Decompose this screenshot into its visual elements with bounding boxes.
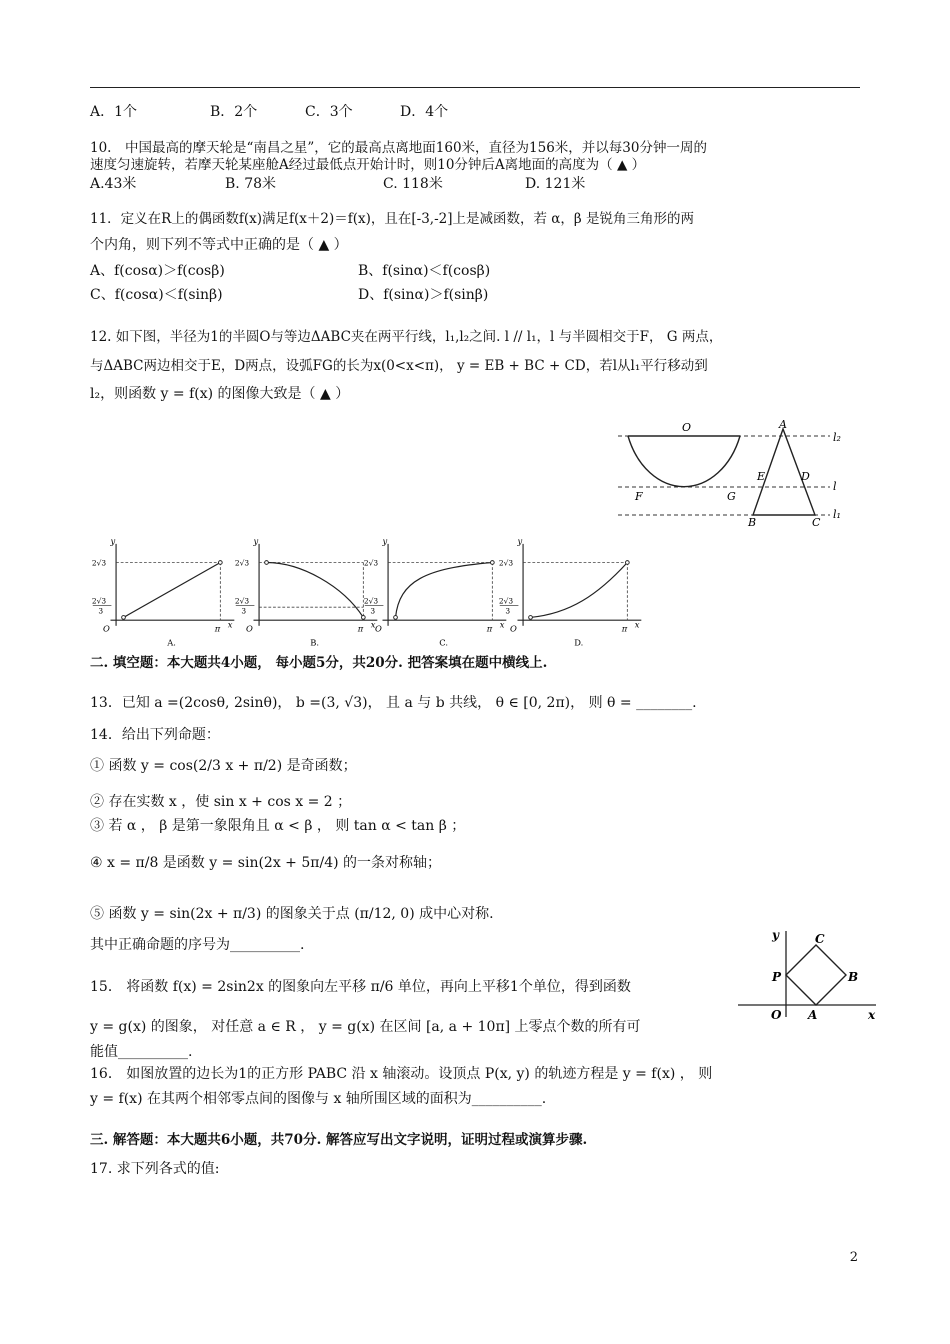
label-p-vertex: P	[772, 970, 782, 984]
endpoint	[394, 616, 398, 620]
label-c-vertex: C	[815, 932, 825, 946]
mid-value-denominator: 3	[505, 606, 511, 616]
label-origin: O	[771, 1008, 782, 1022]
y-label: y	[110, 535, 116, 546]
label-l1: l₁	[833, 508, 841, 521]
graph-caption: D.	[574, 637, 584, 648]
origin-label: O	[246, 623, 253, 634]
label-d: D	[801, 470, 810, 483]
rolling-square-diagram	[738, 925, 878, 1025]
q9-option-b: B．2个	[210, 104, 258, 120]
q11-option-c: C、f(cosα)＜f(sinβ)	[90, 287, 223, 303]
curve	[267, 563, 364, 618]
semicircle-triangle-diagram	[615, 420, 850, 528]
q16-line1: 16． 如图放置的边长为1的正方形 PABC 沿 x 轴滚动。设顶点 P(x, y) 的轨迹方程是 y = f(x) ， 则	[90, 1066, 713, 1082]
origin-label: O	[510, 623, 517, 634]
pi-label: π	[214, 623, 221, 634]
q14-answer: 其中正确命题的序号为__________.	[90, 937, 305, 953]
q11-option-b: B、f(sinα)＜f(cosβ)	[358, 263, 491, 279]
mid-value-numerator: 2√3	[498, 596, 514, 606]
page-number: 2	[849, 1250, 858, 1265]
mid-value-numerator: 2√3	[91, 596, 107, 606]
label-f: F	[635, 490, 643, 503]
q11-line1: 11．定义在R上的偶函数f(x)满足f(x＋2)＝f(x)，且在[-3,-2]上是减函数，若 α，β 是锐角三角形的两	[90, 211, 694, 227]
x-label: x	[370, 619, 376, 630]
answer-graph-c	[362, 532, 505, 648]
top-value-label: 2√3	[91, 558, 107, 568]
top-value-label: 2√3	[234, 558, 250, 568]
x-label: x	[227, 619, 233, 630]
q11-line2: 个内角，则下列不等式中正确的是（ ▲ ）	[90, 237, 348, 253]
q10-option-c: C. 118米	[383, 176, 443, 192]
x-label: x	[634, 619, 640, 630]
section2-heading: 二. 填空题：本大题共4小题， 每小题5分，共20分. 把答案填在题中横线上.	[90, 655, 548, 671]
label-x-axis: x	[868, 1008, 876, 1022]
q14-item5: ⑤ 函数 y = sin(2x + π/3) 的图象关于点 (π/12, 0) 成中心对称.	[90, 906, 494, 922]
y-label: y	[253, 535, 259, 546]
q15-line2: y = g(x) 的图象， 对任意 a ∈ R ， y = g(x) 在区间 [a, a + 10π] 上零点个数的所有可	[90, 1019, 641, 1035]
endpoint	[122, 616, 126, 620]
curve	[124, 563, 221, 618]
answer-graph-b	[233, 532, 376, 648]
q13: 13．已知 a =(2cosθ, 2sinθ)， b =(3, √3)， 且 a 与 b 共线， θ ∈ [0, 2π)， 则 θ = ________.	[90, 695, 697, 711]
pi-label: π	[621, 623, 628, 634]
graph-caption: A.	[167, 637, 176, 648]
q9-option-d: D．4个	[400, 104, 449, 120]
q14-item4: ④ x = π/8 是函数 y = sin(2x + 5π/4) 的一条对称轴；	[90, 855, 442, 871]
mid-value-numerator: 2√3	[363, 596, 379, 606]
pi-label: π	[486, 623, 493, 634]
q9-option-c: C．3个	[305, 104, 353, 120]
graph-caption: B.	[310, 637, 320, 648]
q14-intro: 14．给出下列命题：	[90, 727, 220, 743]
label-b-vertex: B	[848, 970, 859, 984]
answer-graph-d	[497, 532, 640, 648]
q10-option-d: D. 121米	[525, 176, 586, 192]
origin-label: O	[375, 623, 382, 634]
q16-line2: y = f(x) 在其两个相邻零点间的图像与 x 轴所围区域的面积为__________.	[90, 1091, 547, 1107]
top-value-label: 2√3	[498, 558, 514, 568]
x-label: x	[499, 619, 505, 630]
mid-value-denominator: 3	[370, 606, 376, 616]
answer-graph-a	[90, 532, 233, 648]
label-y-axis: y	[772, 928, 779, 942]
q9-option-a: A．1个	[90, 104, 138, 120]
q11-option-a: A、f(cosα)＞f(cosβ)	[90, 263, 225, 279]
mid-value-denominator: 3	[98, 606, 104, 616]
curve	[396, 563, 493, 618]
q12-line3: l₂，则函数 y = f(x) 的图像大致是（ ▲ ）	[90, 386, 350, 402]
graph-caption: C.	[439, 637, 449, 648]
label-a-vertex: A	[808, 1008, 818, 1022]
endpoint	[265, 561, 269, 565]
label-o: O	[682, 421, 692, 434]
q12-line1: 12. 如下图，半径为1的半圆O与等边ΔABC夹在两平行线，l₁,l₂之间. l // l₁，l 与半圆相交于F， G 两点，	[90, 329, 723, 345]
q14-item2: ② 存在实数 x ，使 sin x + cos x = 2 ；	[90, 794, 352, 810]
endpoint	[490, 561, 494, 565]
top-value-label: 2√3	[363, 558, 379, 568]
mid-value-denominator: 3	[241, 606, 247, 616]
q14-item1: ① 函数 y = cos(2/3 x + π/2) 是奇函数；	[90, 758, 357, 774]
label-a: A	[779, 418, 787, 431]
y-label: y	[517, 535, 523, 546]
label-e: E	[757, 470, 766, 483]
y-label: y	[382, 535, 388, 546]
mid-value-numerator: 2√3	[234, 596, 250, 606]
q15-line3: 能值__________.	[90, 1044, 193, 1060]
q11-option-d: D、f(sinα)＞f(sinβ)	[358, 287, 489, 303]
q10-line2: 速度匀速旋转，若摩天轮某座舱A经过最低点开始计时，则10分钟后A离地面的高度为（ ▲ ）	[90, 157, 646, 173]
endpoint	[218, 561, 222, 565]
pi-label: π	[357, 623, 364, 634]
label-g: G	[727, 490, 736, 503]
curve	[531, 563, 628, 618]
q10-line1: 10. 中国最高的摩天轮是“南昌之星”，它的最高点离地面160米，直径为156米，并以每30分钟一周的	[90, 140, 707, 156]
header-rule	[90, 87, 860, 88]
label-b: B	[748, 516, 757, 529]
q10-option-a: A.43米	[90, 176, 137, 192]
q10-option-b: B. 78米	[225, 176, 277, 192]
q15-line1: 15． 将函数 f(x) = 2sin2x 的图象向左平移 π/6 单位，再向上平移1个单位，得到函数	[90, 979, 631, 995]
section3-heading: 三. 解答题：本大题共6小题，共70分. 解答应写出文字说明，证明过程或演算步骤.	[90, 1132, 588, 1148]
label-l: l	[833, 480, 837, 493]
label-l2: l₂	[833, 431, 841, 444]
q12-line2: 与ΔABC两边相交于E，D两点，设弧FG的长为x(0<x<π)， y = EB + BC + CD，若l从l₁平行移动到	[90, 358, 708, 374]
q17: 17. 求下列各式的值:	[90, 1161, 220, 1177]
q14-item3: ③ 若 α ， β 是第一象限角且 α < β ， 则 tan α < tan β ；	[90, 818, 466, 834]
label-c: C	[812, 516, 821, 529]
origin-label: O	[103, 623, 110, 634]
endpoint	[529, 616, 533, 620]
endpoint	[625, 561, 629, 565]
